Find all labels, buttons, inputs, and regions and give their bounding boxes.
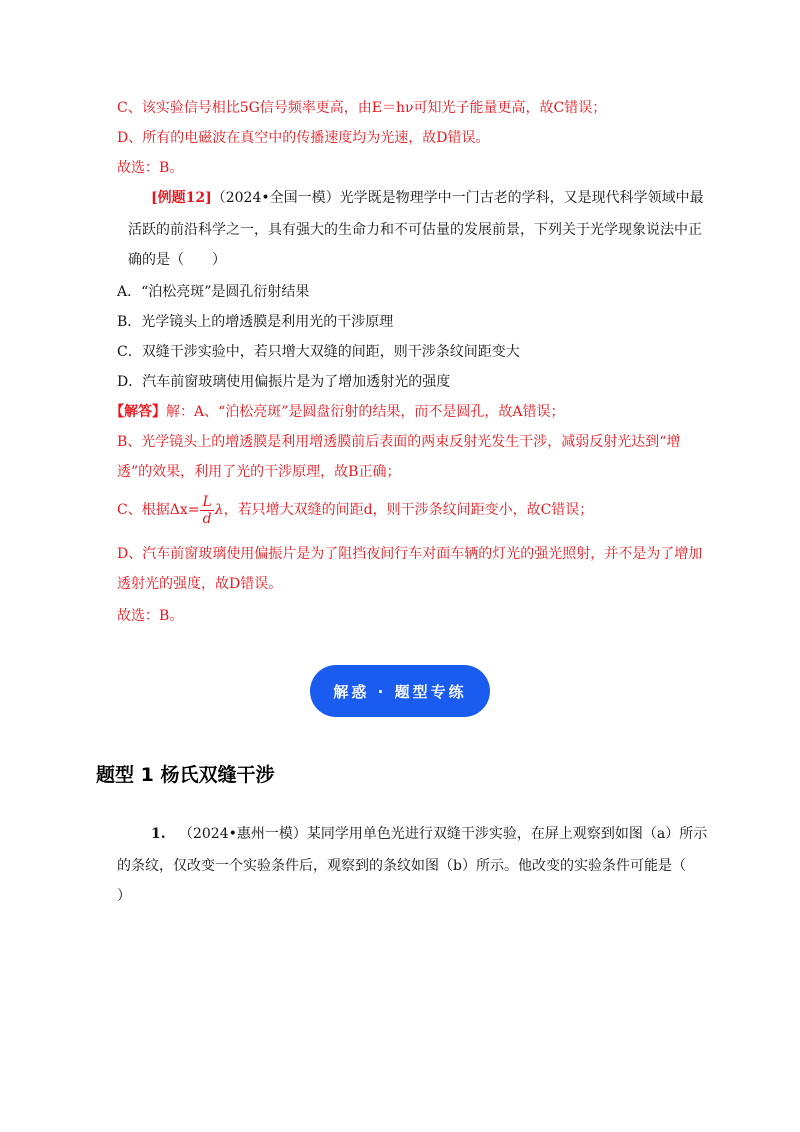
option-c: C．双缝干涉实验中，若只增大双缝的间距，则干涉条纹间距变大 [117,344,520,360]
answer-line-d1: D、汽车前窗玻璃使用偏振片是为了阻挡夜间行车对面车辆的灯光的强光照射，并不是为了增加 [117,546,703,562]
question-line-1 [151,824,708,844]
answer-line-d2: 透射光的强度，故D错误。 [117,576,283,592]
answer-a-text: 解：A、“泊松亮斑”是圆盘衍射的结果，而不是圆孔，故A错误； [166,404,565,420]
answer-choose: 故选：B。 [117,608,184,624]
option-b: B．光学镜头上的增透膜是利用光的干涉原理 [117,314,394,330]
answer-c-pre: C、根据Δx= [117,502,200,518]
section-title: 题型 1 杨氏双缝干涉 [96,764,275,786]
answer-line-c [117,492,700,528]
answer-line-b2: 透”的效果，利用了光的干涉原理，故B正确； [117,464,401,480]
example-stem-1: （2024•全国一模）光学既是物理学中一门古老的学科，又是现代科学领域中最 [211,190,704,206]
fraction-numerator: L [202,493,212,510]
question-line-2: 的条纹，仅改变一个实验条件后，观察到的条纹如图（b）所示。他改变的实验条件可能是（ [117,858,686,874]
fraction [200,494,213,527]
practice-banner: 解惑 · 题型专练 [310,665,490,717]
example-tag: [例题12] [151,190,212,206]
option-d: D．汽车前窗玻璃使用偏振片是为了增加透射光的强度 [117,374,451,390]
prev-choose: 故选：B。 [117,160,184,176]
option-a: A．“泊松亮斑”是圆孔衍射结果 [117,284,310,300]
question-line-3: ） [117,888,131,904]
prev-option-d: D、所有的电磁波在真空中的传播速度均为光速，故D错误。 [117,130,490,146]
lambda-symbol: λ [214,502,224,518]
question-number: 1. [151,826,166,842]
question-text-1: （2024•惠州一模）某同学用单色光进行双缝干涉实验，在屏上观察到如图（a）所示 [178,826,708,842]
example-stem-line-2: 活跃的前沿科学之一，具有强大的生命力和不可估量的发展前景，下列关于光学现象说法中正 [128,222,702,238]
example-stem-line-1 [151,188,704,208]
answer-c-post: ，若只增大双缝的间距d，则干涉条纹间距变小，故C错误； [223,502,594,518]
prev-option-c: C、该实验信号相比5G信号频率更高，由E＝hν可知光子能量更高，故C错误； [117,100,607,116]
fraction-denominator: d [202,510,212,527]
example-stem-line-3: 确的是（ ） [128,252,226,268]
answer-line-b1: B、光学镜头上的增透膜是利用增透膜前后表面的两束反射光发生干涉，减弱反射光达到“增 [117,434,681,450]
answer-line-a [110,402,700,422]
answer-tag: 【解答】 [110,404,166,420]
